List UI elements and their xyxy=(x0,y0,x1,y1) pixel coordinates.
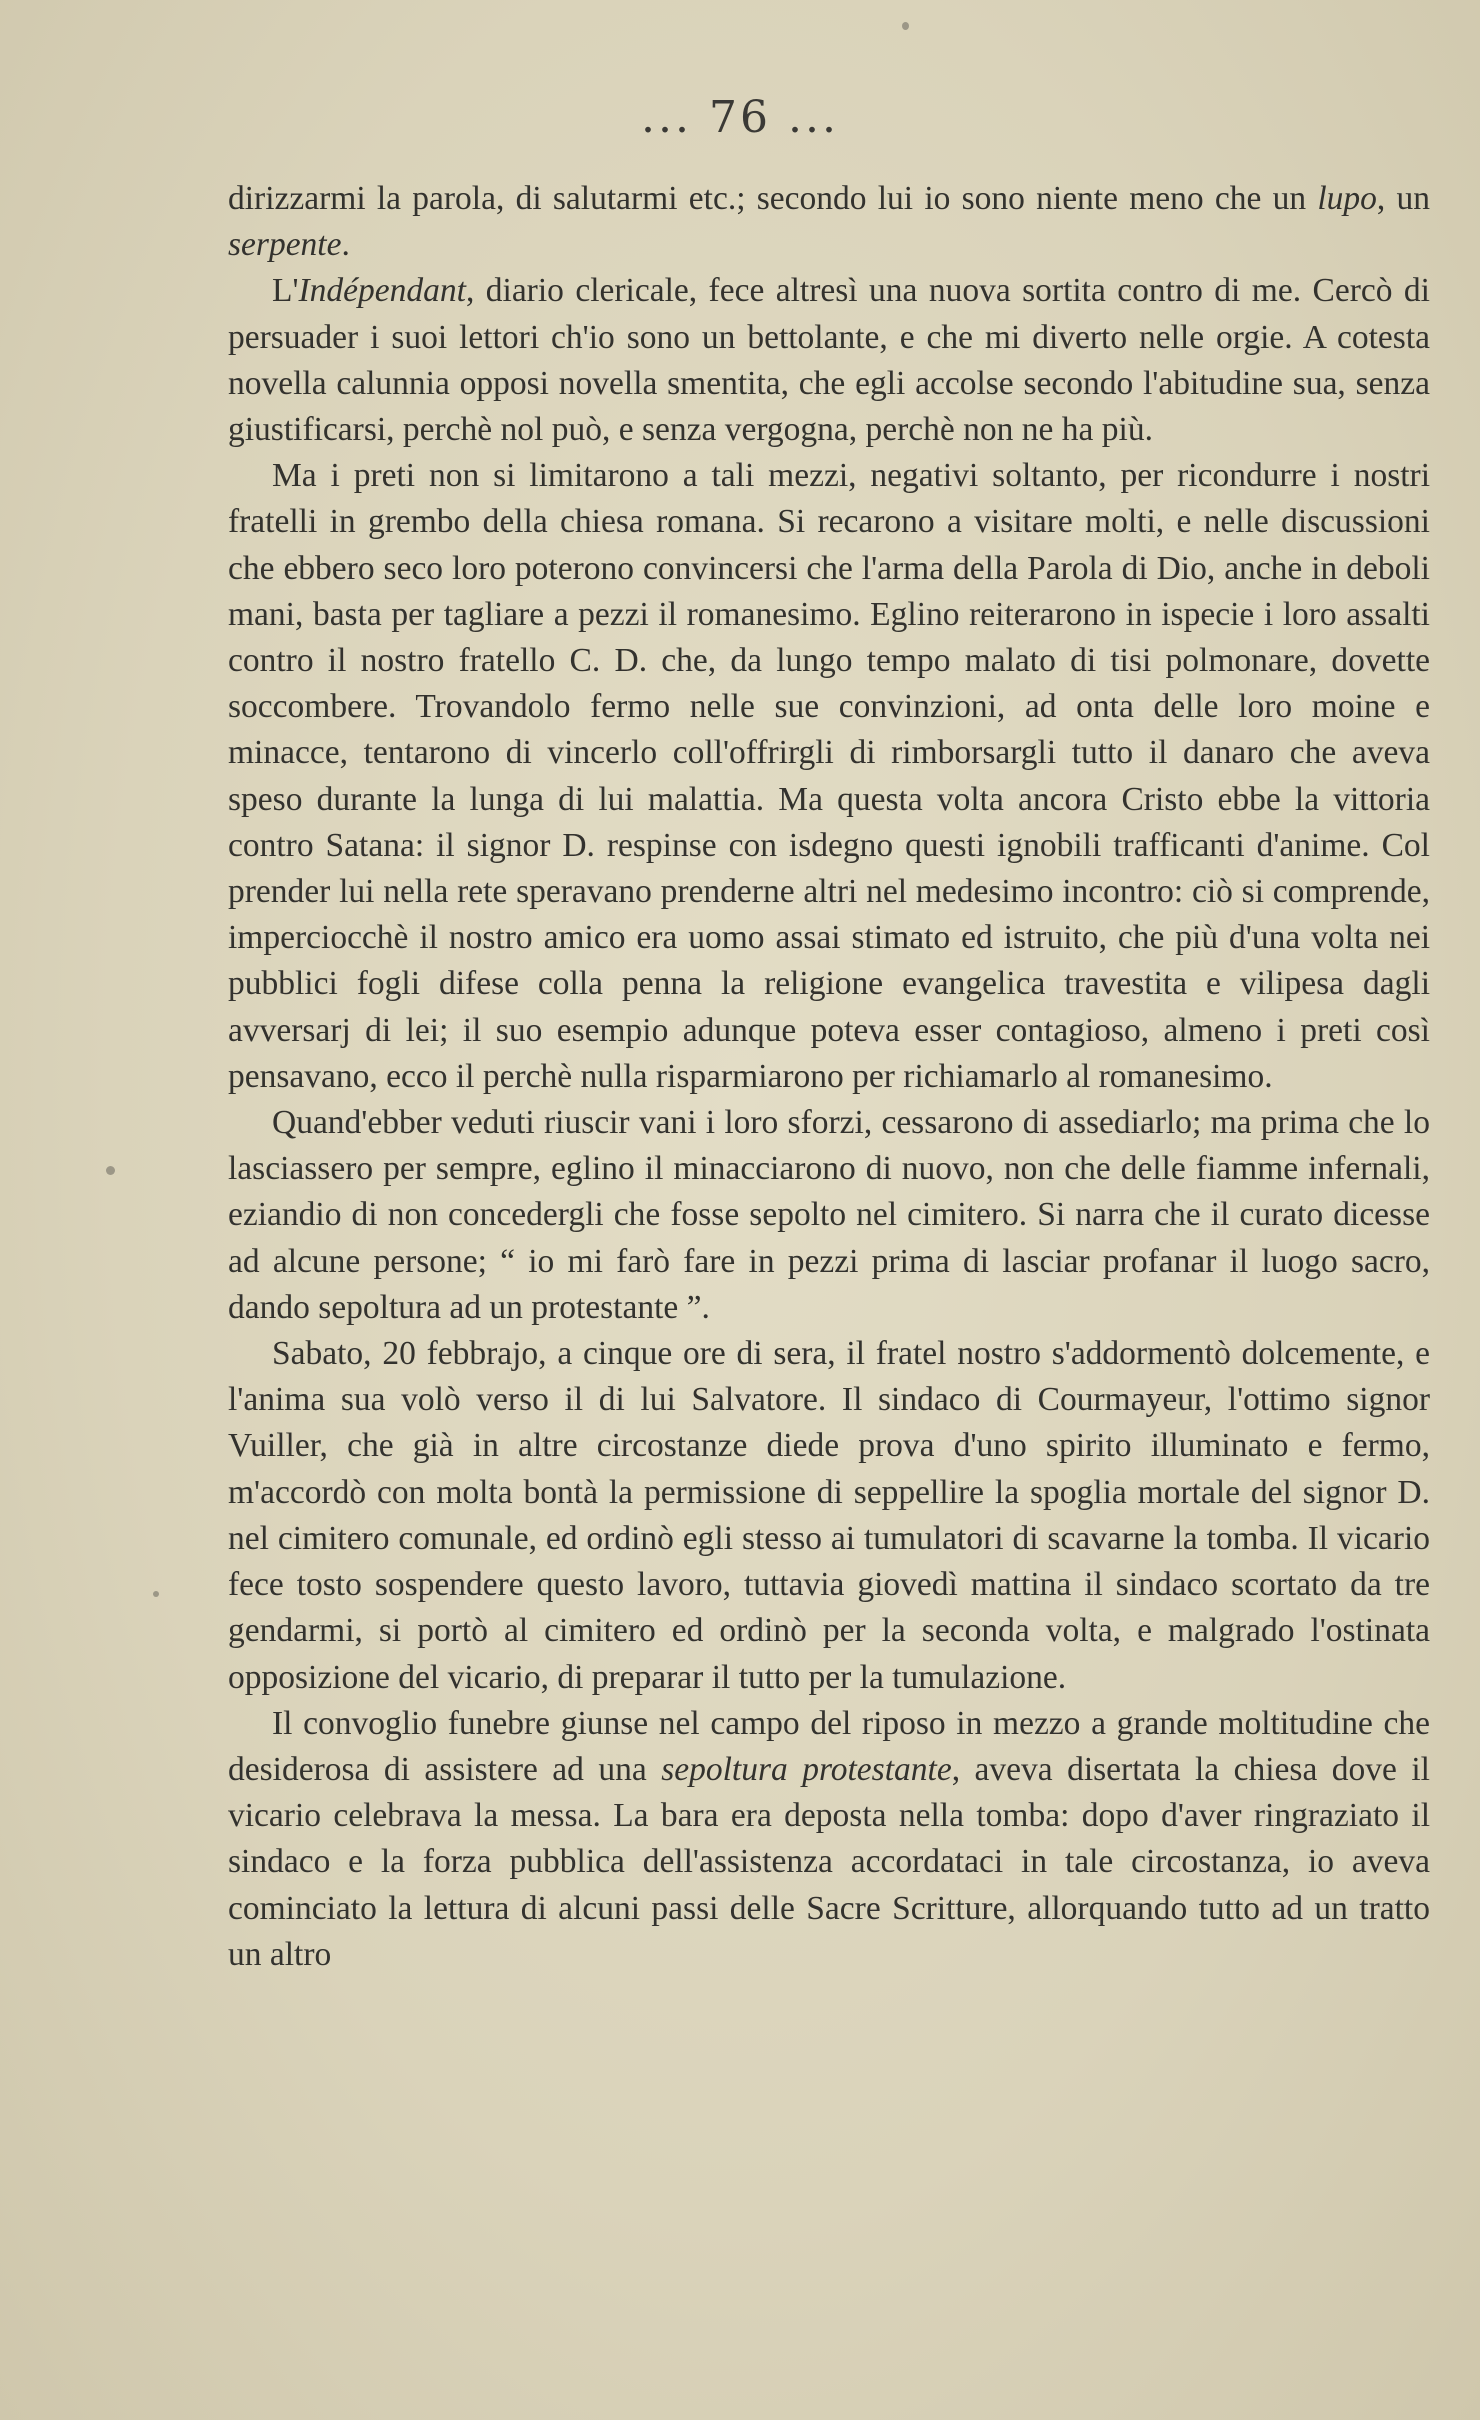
italic-text: sepoltura protestante xyxy=(661,1750,952,1788)
paper-speck xyxy=(902,22,909,30)
body-text xyxy=(228,176,1430,1978)
paragraph xyxy=(228,268,1430,453)
paragraph xyxy=(228,176,1430,268)
text-run: Ma i preti non si limitarono a tali mezzi, negativi soltanto, per ricondurre i nostri fratelli in grembo della chiesa romana. Si recarono a visitare molti, e nelle discussioni che ebbero seco loro poterono convincersi che l'arma della Parola di Dio, anche in deboli mani, basta per tagliare a pezzi il romanesimo. Eglino reiterarono in ispecie i loro assalti contro il nostro fratello C. D. che, da lungo tempo malato di tisi polmonare, dovette soccombere. Trovandolo fermo nelle sue convinzioni, ad onta delle loro moine e minacce, tentarono di vincerlo coll'offrirgli di rimborsargli tutto il danaro che aveva speso durante la lunga di lui malattia. Ma questa volta ancora Cristo ebbe la vittoria contro Satana: il signor D. respinse con isdegno questi ignobili trafficanti d'anime. Col prender lui nella rete speravano prenderne altri nel medesimo incontro: ciò si comprende, imperciocchè il nostro amico era uomo assai stimato ed istruito, che più d'una volta nei pubblici fogli difese colla penna la religione evangelica travestita e vilipesa dagli avversarj di lei; il suo esempio adunque poteva esser contagioso, almeno i preti così pensavano, ecco il perchè nulla risparmiarono per richiamarlo al romanesimo. xyxy=(228,457,1430,1095)
italic-text: Indépendant xyxy=(298,272,466,310)
paper-speck xyxy=(106,1166,115,1175)
text-run: , aveva disertata la chiesa dove il vicario celebrava la messa. La bara era deposta nella tomba: dopo d'aver ringraziato il sindaco e la forza pubblica dell'assistenza accordataci in tale circostanza, io aveva cominciato la lettura di alcuni passi delle Sacre Scritture, allorquando tutto ad un tratto un altro xyxy=(228,1750,1430,1973)
paper-speck xyxy=(153,1591,159,1597)
text-run: Quand'ebber veduti riuscir vani i loro sforzi, cessarono di assediarlo; ma prima che lo lasciassero per sempre, eglino il minacciarono di nuovo, non che delle fiamme infernali, eziandio di non concedergli che fosse sepolto nel cimitero. Si narra che il curato dicesse ad alcune persone; “ io mi farò fare in pezzi prima di lasciar profanar il luogo sacro, dando sepoltura ad un protestante ”. xyxy=(228,1104,1430,1326)
text-run: L' xyxy=(272,272,299,310)
italic-text: lupo xyxy=(1317,180,1377,217)
text-run: , un xyxy=(1376,180,1430,217)
text-run: dirizzarmi la parola, di salutarmi etc.; secondo lui io sono niente meno che un xyxy=(228,180,1318,217)
page-number: ... 76 ... xyxy=(641,92,839,143)
text-run: , diario clericale, fece altresì una nuova sortita contro di me. Cercò di persuader i suoi lettori ch'io sono un bettolante, e che mi diverto nelle orgie. A cotesta novella calunnia opposi novella smentita, che egli accolse secondo l'abitudine sua, senza giustificarsi, perchè nol può, e senza vergogna, perchè non ne ha più. xyxy=(228,272,1430,449)
text-run: Sabato, 20 febbrajo, a cinque ore di sera, il fratel nostro s'addormentò dolcemente, e l'anima sua volò verso il di lui Salvatore. Il sindaco di Courmayeur, l'ottimo signor Vuiller, che già in altre circostanze diede prova d'uno spirito illuminato e fermo, m'accordò con molta bontà la permissione di seppellire la spoglia mortale del signor D. nel cimitero comunale, ed ordinò egli stesso ai tumulatori di scavarne la tomba. Il vicario fece tosto sospendere questo lavoro, tuttavia giovedì mattina il sindaco scortato da tre gendarmi, si portò al cimitero ed ordinò per la seconda volta, e malgrado l'ostinata opposizione del vicario, di preparar il tutto per la tumulazione. xyxy=(228,1335,1430,1696)
paragraph xyxy=(228,1701,1430,1978)
paragraph xyxy=(228,1100,1430,1331)
text-run: Il convoglio funebre giunse nel campo del riposo in mezzo a grande moltitudine che desiderosa di assistere ad una xyxy=(228,1704,1430,1788)
text-run: . xyxy=(341,226,350,264)
italic-text: serpente xyxy=(228,226,342,264)
paragraph xyxy=(228,1331,1430,1701)
paragraph xyxy=(228,453,1430,1100)
